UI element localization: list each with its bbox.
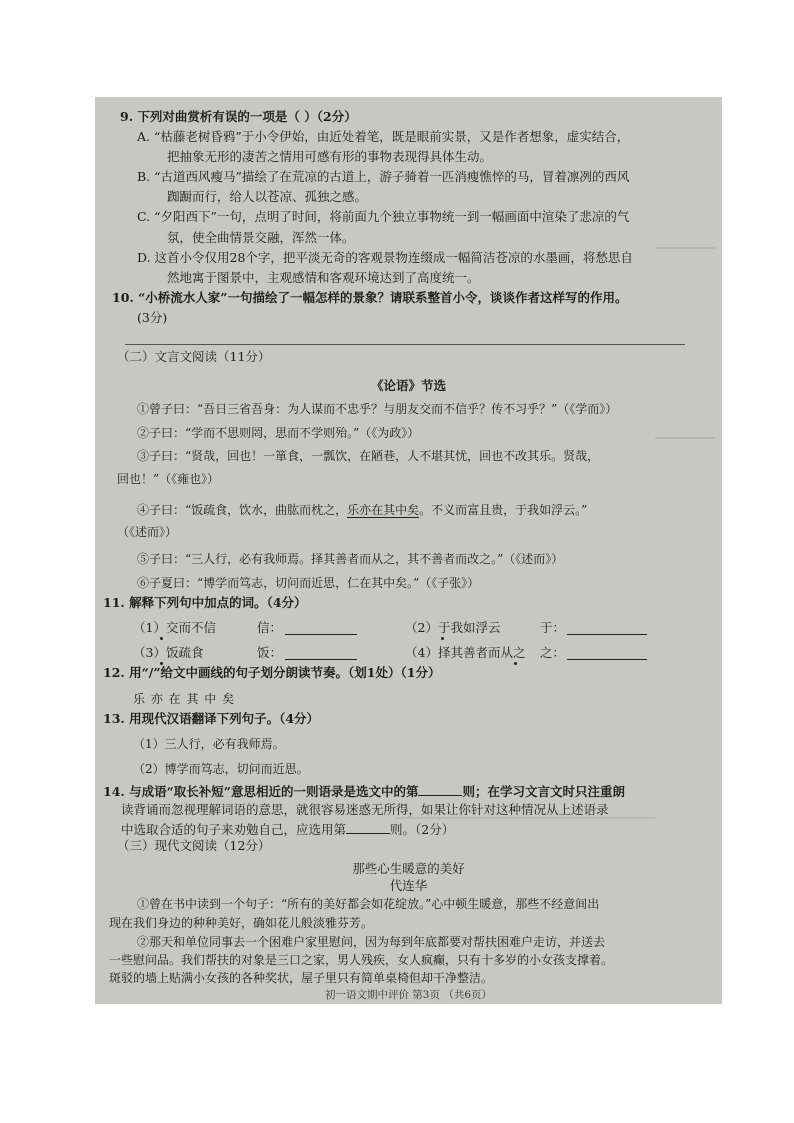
q11-item3-word: 饭： — [257, 645, 283, 660]
bleed-through-mark — [655, 437, 715, 439]
section3-heading: （三）现代文阅读（12分） — [117, 838, 271, 853]
analects-p4-line1 — [137, 502, 587, 518]
q11-item3: （3）饭疏食 — [133, 645, 204, 660]
q9-option-a-line1: A. “枯藤老树昏鸦”于小令伊始，由近处着笔，既是眼前实景，又是作者想象，虚实结合， — [137, 129, 630, 144]
emphasis-dot — [160, 637, 163, 640]
q14-line1 — [103, 783, 625, 800]
q10-stem: 10. “小桥流水人家”一句描绘了一幅怎样的景象？请联系整首小令，谈谈作者这样写的作用。 — [112, 290, 628, 305]
q11-blank4[interactable] — [567, 647, 647, 660]
q14-blank1[interactable] — [418, 783, 462, 796]
q11-blank3[interactable] — [285, 647, 357, 660]
essay-p2-line1: ②那天和单位同事去一个困难户家里慰问，因为每到年底都要对帮扶困难户走访，并送去 — [137, 935, 606, 949]
q9-option-c-line1: C. “夕阳西下”一句，点明了时间，将前面九个独立事物统一到一幅画面中渲染了悲凉的气 — [137, 209, 630, 224]
q11-item4: （4）择其善者而从之 — [405, 645, 526, 660]
q10-points: (3分) — [137, 310, 168, 325]
essay-p1-line1: ①曾在书中读到一个句子：“所有的美好都会如花绽放。”心中顿生暖意，那些不经意间出 — [137, 897, 600, 911]
scanned-exam-page — [95, 97, 722, 1004]
q11-stem: 11. 解释下列句中加点的词。（4分） — [103, 595, 307, 610]
q9-option-d-line1: D. 这首小令仅用28个字，把平淡无奇的客观景物连缀成一幅简洁苍凉的水墨画，将愁思自 — [137, 250, 633, 265]
analects-p4-line2: （《述而》） — [117, 525, 178, 539]
emphasis-dot — [441, 637, 444, 640]
q11-blank1[interactable] — [285, 622, 357, 635]
answer-line — [125, 344, 685, 345]
q14-line3-a: 中选取合适的句子来劝勉自己，应选用第 — [121, 822, 347, 837]
q11-item4-word: 之： — [540, 645, 566, 660]
q11-item2-word: 于： — [540, 620, 566, 635]
bleed-through-mark — [655, 247, 715, 249]
section3-title: 那些心生暖意的美好 — [352, 861, 465, 876]
analects-p4-post: 。不义而富且贵，于我如浮云。” — [419, 503, 588, 517]
analects-p3-line1: ③子曰：“贤哉，回也！一箪食，一瓢饮，在陋巷，人不堪其忧，回也不改其乐。贤哉， — [137, 449, 600, 463]
q14-line1-a: 14. 与成语“取长补短”意思相近的一则语录是选文中的第 — [103, 784, 419, 799]
section2-heading: （二）文言文阅读（11分） — [117, 349, 271, 364]
q14-line1-b: 则；在学习文言文时只注重朗 — [462, 784, 625, 799]
q9-option-b-line2: 踟蹰而行，给人以苍凉、孤独之感。 — [167, 189, 368, 204]
q14-line2: 读背诵而忽视理解词语的意思，就很容易迷惑无所得，如果让你针对这种情况从上述语录 — [121, 802, 609, 817]
q14-line3-b: 则。（2分） — [390, 822, 455, 837]
page-footer: 初一语文期中评价 第3页 （共6页） — [324, 989, 493, 1001]
q9-option-d-line2: 然地寓于图景中，主观感情和客观环境达到了高度统一。 — [167, 270, 480, 285]
q11-blank2[interactable] — [567, 622, 647, 635]
section2-title: 《论语》节选 — [370, 378, 446, 393]
analects-p3-line2: 回也！”（《雍也》） — [117, 472, 220, 486]
essay-p2-line2: 一些慰问品。我们帮扶的对象是三口之家，男人残疾，女人疯癫，只有十多岁的小女孩支撑着。 — [109, 953, 614, 967]
analects-p2: ②子曰：“学而不思则罔，思而不学则殆。”（《为政》） — [137, 426, 420, 440]
analects-p4-pre: ④子曰：“饭疏食，饮水，曲肱而枕之， — [137, 503, 348, 517]
q11-item1: （1）交而不信 — [133, 620, 216, 635]
q11-item2: （2）于我如浮云 — [405, 620, 501, 635]
q14-line3 — [121, 821, 454, 838]
analects-p6: ⑥子夏曰：“博学而笃志，切问而近思，仁在其中矣。”（《子张》） — [137, 576, 480, 590]
essay-p2-line3: 斑驳的墙上贴满小女孩的各种奖状，屋子里只有简单桌椅但却干净整洁。 — [109, 971, 494, 985]
q13-sentence1: （1）三人行，必有我师焉。 — [133, 737, 285, 751]
q14-blank2[interactable] — [346, 821, 390, 834]
q12-sentence[interactable]: 乐 亦 在 其 中 矣 — [133, 692, 236, 706]
analects-p1: ①曾子曰：“吾日三省吾身：为人谋而不忠乎？与朋友交而不信乎？传不习乎？”（《学而》） — [137, 402, 618, 416]
q9-option-a-line2: 把抽象无形的凄苦之情用可感有形的事物表现得具体生动。 — [167, 149, 493, 164]
q9-option-b-line1: B. “古道西风瘦马”描绘了在荒凉的古道上，游子骑着一匹消瘦憔悴的马，冒着凛冽的西风 — [137, 169, 630, 184]
q9-option-c-line2: 氛，使全曲情景交融，浑然一体。 — [167, 230, 355, 245]
analects-p5: ⑤子曰：“三人行，必有我师焉。择其善者而从之，其不善者而改之。”（《述而》） — [137, 552, 564, 566]
q11-item1-word: 信： — [257, 620, 283, 635]
q9-stem: 9. 下列对曲赏析有误的一项是（ ）（2分） — [120, 109, 357, 124]
q13-sentence2: （2）博学而笃志，切问而近思。 — [133, 762, 309, 776]
section3-author: 代连华 — [389, 878, 428, 893]
q12-stem: 12. 用“/”给文中画线的句子划分朗读节奏。（划1处）（1分） — [103, 665, 441, 680]
q13-stem: 13. 用现代汉语翻译下列句子。（4分） — [103, 711, 320, 726]
emphasis-dot — [514, 662, 517, 665]
essay-p1-line2: 现在我们身边的种种美好，确如花儿般淡雅芬芳。 — [109, 916, 374, 930]
analects-p4-underlined: 乐亦在其中矣 — [347, 503, 420, 517]
